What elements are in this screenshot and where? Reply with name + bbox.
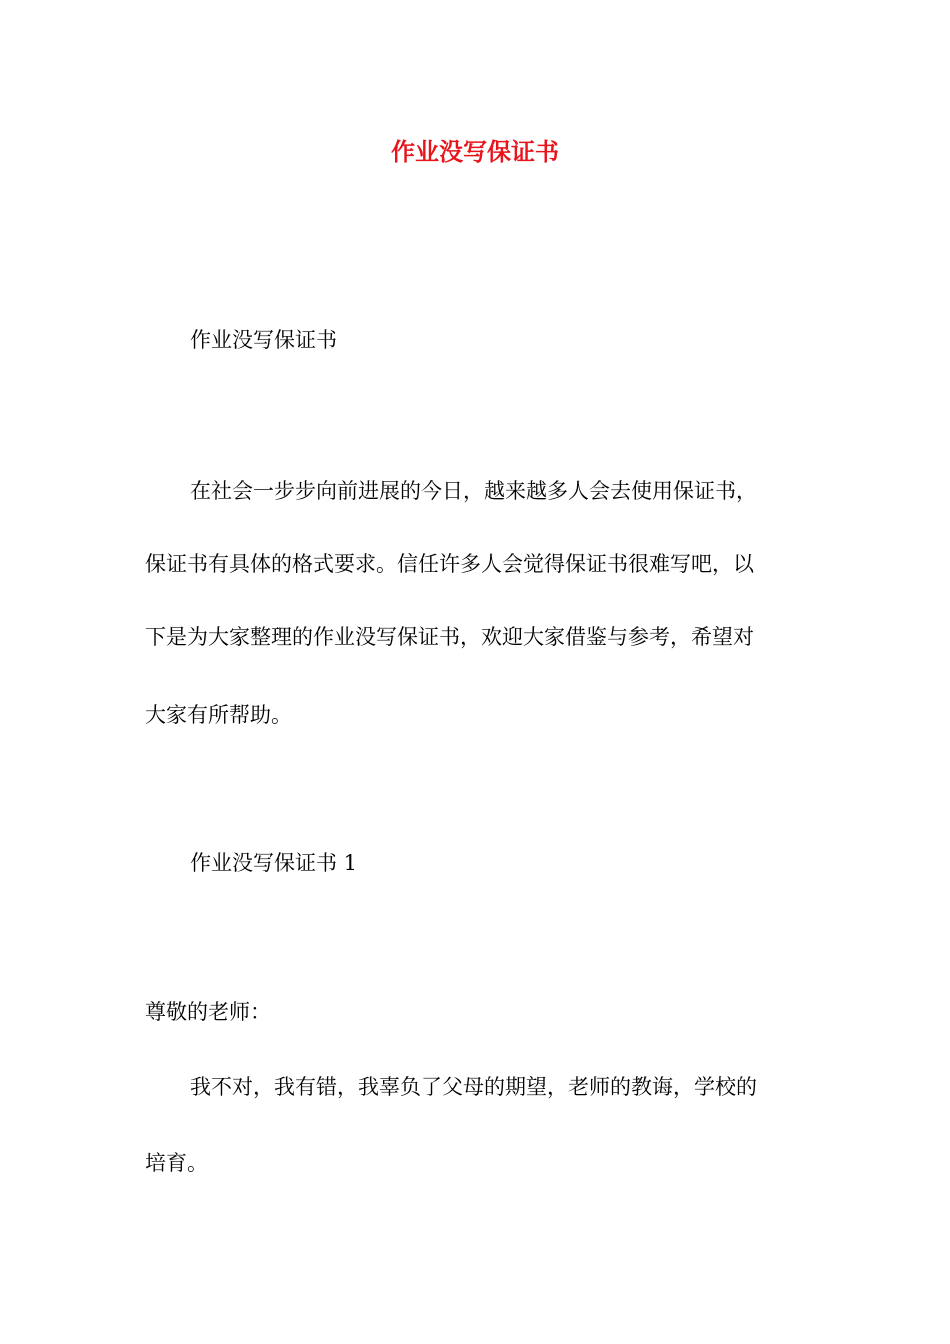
body-line: 我不对，我有错，我辜负了父母的期望，老师的教诲，学校的: [190, 1075, 757, 1099]
section-heading: 作业没写保证书 1: [190, 851, 358, 875]
document-title: 作业没写保证书: [391, 137, 559, 166]
intro-line: 下是为大家整理的作业没写保证书，欢迎大家借鉴与参考，希望对: [145, 625, 754, 649]
intro-line: 在社会一步步向前进展的今日，越来越多人会去使用保证书，: [190, 479, 757, 503]
body-line: 培育。: [145, 1151, 208, 1175]
document-subtitle: 作业没写保证书: [190, 328, 337, 352]
intro-line: 大家有所帮助。: [145, 703, 292, 727]
salutation: 尊敬的老师：: [145, 1000, 271, 1024]
intro-line: 保证书有具体的格式要求。信任许多人会觉得保证书很难写吧，以: [145, 552, 754, 576]
